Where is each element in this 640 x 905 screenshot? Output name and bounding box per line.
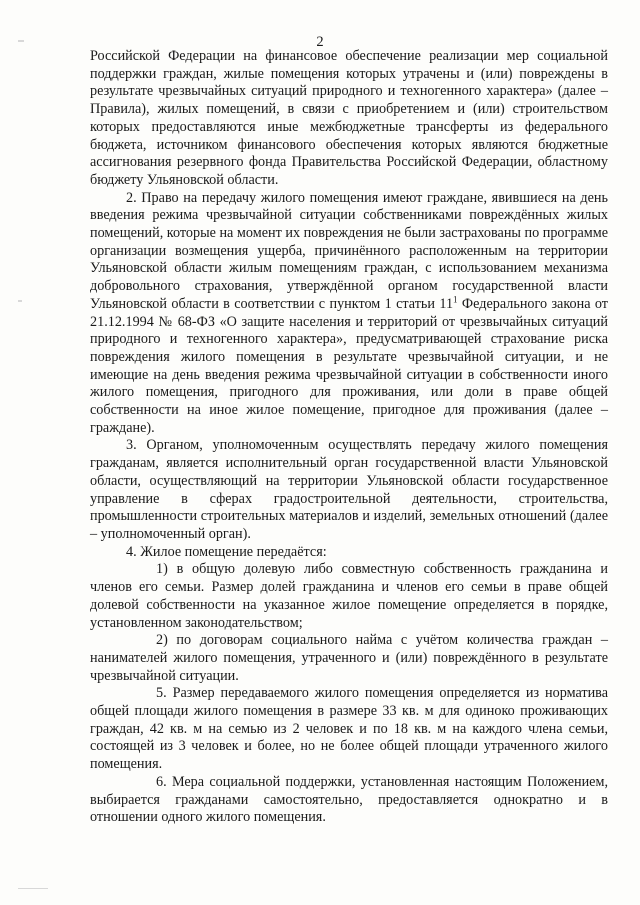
paragraph-2-text-after: Федерального закона от 21.12.1994 № 68-ФЗ «О защите населения и территорий от чрезвычайных ситуаций природного и техногенного характера», предусматривающей страхование риска повреждения жилого помещения в результате чрезвычайной ситуации, и не имеющие на день введения режима чрезвычайной ситуации в собственности иного жилого помещения, пригодного для проживания, или доли в праве общей собственности на иное жилое помещение, пригодное для проживания (далее – граждане). bbox=[90, 295, 609, 436]
paragraph-2 bbox=[90, 190, 608, 438]
paragraph-6: 6. Мера социальной поддержки, установленная настоящим Положением, выбирается гражданами самостоятельно, предоставляется однократно и в отношении одного жилого помещения. bbox=[90, 773, 608, 826]
paragraph-3: 3. Органом, уполномоченным осуществлять передачу жилого помещения гражданам, является исполнительный орган государственной власти Ульяновской области, осуществляющий на территории Ульяновской области государственное управление в сферах градостроительной деятельности, строительства, промышленности строительных материалов и изделий, земельных отношений (далее – уполномоченный орган). bbox=[90, 437, 608, 542]
page-number: 2 bbox=[316, 34, 324, 50]
scan-artifact-mark bbox=[18, 40, 24, 42]
scan-artifact-mark bbox=[18, 888, 48, 889]
paragraph-4: 4. Жилое помещение передаётся: bbox=[126, 543, 327, 560]
paragraph-5: 5. Размер передаваемого жилого помещения определяется из норматива общей площади жилого помещения в размере 33 кв. м для одиноко проживающих граждан, 42 кв. м на семью из 2 человек и по 18 кв. м на каждого члена семьи, состоящей из 3 человек и более, но не более общей площади утраченного жилого помещения. bbox=[90, 685, 608, 773]
document-body bbox=[90, 48, 608, 827]
paragraph-continuation: Российской Федерации на финансовое обеспечение реализации мер социальной поддержки граждан, жилые помещения которых утрачены и (или) повреждены в результате чрезвычайных ситуаций природного и техногенного характера» (далее – Правила), жилых помещений, в связи с приобретением и (или) строительством которых предоставляются иные межбюджетные трансферты из федерального бюджета, источником финансового обеспечения которых являются бюджетные ассигнования резервного фонда Правительства Российской Федерации, областному бюджету Ульяновской области. bbox=[90, 48, 608, 188]
paragraph-2-text-before: 2. Право на передачу жилого помещения имеют граждане, явившиеся на день введения режима чрезвычайной ситуации собственниками повреждённых жилых помещений, которые на момент их повреждения не были застрахованы по программе организации возмещения ущерба, причинённого расположенным на территории Ульяновской области жилым помещениям граждан, с использованием механизма добровольного страхования, утверждённой органом государственной власти Ульяновской области в соответствии с пунктом 1 статьи 11 bbox=[90, 189, 608, 312]
paragraph-4-item-1: 1) в общую долевую либо совместную собственность гражданина и членов его семьи. Размер долей гражданина и членов его семьи в праве общей долевой собственности на указанное жилое помещение определяется в порядке, установленном законодательством; bbox=[90, 561, 608, 631]
superscript-article-number: 1 bbox=[453, 294, 458, 305]
paragraph-4-item-2: 2) по договорам социального найма с учётом количества граждан – нанимателей жилого помещения, утраченного и (или) повреждённого в результате чрезвычайной ситуации. bbox=[90, 632, 608, 684]
scan-artifact-mark bbox=[18, 300, 22, 302]
